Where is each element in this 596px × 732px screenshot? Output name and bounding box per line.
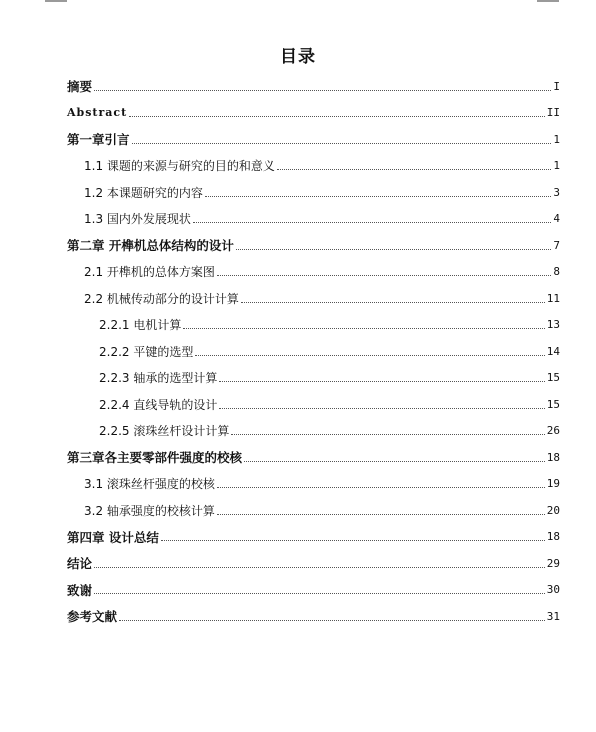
toc-entry-label: 参考文献 — [67, 609, 118, 625]
toc-entry-page: 1 — [553, 132, 560, 146]
header-mark-right — [537, 0, 559, 2]
toc-entry-page: 30 — [546, 583, 560, 597]
toc-entry-label: 1.3 国内外发展现状 — [84, 212, 191, 227]
toc-entry[interactable] — [0, 312, 596, 339]
table-of-contents — [0, 73, 596, 630]
dot-leader — [277, 169, 551, 170]
toc-entry[interactable] — [0, 338, 596, 365]
toc-entry-page: 19 — [546, 477, 560, 491]
toc-entry[interactable] — [0, 577, 596, 604]
toc-title: 目录 — [280, 47, 316, 67]
toc-entry[interactable] — [0, 444, 596, 471]
toc-entry-page: 29 — [546, 556, 560, 570]
dot-leader — [231, 434, 544, 435]
dot-leader — [119, 620, 545, 621]
dot-leader — [219, 408, 544, 409]
toc-entry-page: I — [553, 79, 560, 93]
toc-entry-page: II — [546, 106, 560, 120]
dot-leader — [193, 222, 551, 223]
dot-leader — [129, 116, 545, 117]
toc-entry-label: 2.2.1 电机计算 — [99, 318, 182, 333]
toc-entry-label: 第三章各主要零部件强度的校核 — [67, 450, 243, 466]
toc-entry-label: 结论 — [67, 556, 93, 572]
toc-entry-page: 18 — [546, 450, 560, 464]
toc-entry-page: 8 — [553, 265, 560, 279]
toc-entry[interactable] — [0, 418, 596, 445]
toc-entry-label: 1.1 课题的来源与研究的目的和意义 — [84, 159, 275, 174]
toc-entry-label: 第四章 设计总结 — [67, 529, 159, 545]
toc-entry-page: 31 — [546, 609, 560, 623]
toc-entry[interactable] — [0, 232, 596, 259]
toc-entry-page: 11 — [546, 291, 560, 305]
toc-entry-page: 14 — [546, 344, 560, 358]
toc-entry-label: 2.2.5 滚珠丝杆设计计算 — [99, 424, 230, 439]
toc-entry-page: 1 — [553, 159, 560, 173]
toc-entry-label: 3.1 滚珠丝杆强度的校核 — [84, 477, 215, 492]
toc-entry-label: 1.2 本课题研究的内容 — [84, 185, 203, 200]
toc-entry-page: 4 — [553, 212, 560, 226]
toc-entry-label: 第二章 开榫机总体结构的设计 — [67, 238, 234, 254]
toc-entry-label: 致谢 — [67, 582, 93, 598]
toc-entry[interactable] — [0, 179, 596, 206]
dot-leader — [183, 328, 544, 329]
dot-leader — [94, 90, 551, 91]
toc-entry[interactable] — [0, 497, 596, 524]
dot-leader — [195, 355, 544, 356]
toc-entry-page: 15 — [546, 371, 560, 385]
toc-entry[interactable] — [0, 259, 596, 286]
toc-entry-label: 2.2.3 轴承的选型计算 — [99, 371, 218, 386]
dot-leader — [161, 540, 545, 541]
dot-leader — [217, 514, 545, 515]
dot-leader — [244, 461, 545, 462]
toc-entry-label: 第一章引言 — [67, 132, 130, 148]
toc-entry-label: 2.2 机械传动部分的设计计算 — [84, 291, 239, 306]
dot-leader — [94, 567, 545, 568]
toc-entry-label: 摘要 — [67, 79, 93, 95]
header-mark-left — [45, 0, 67, 2]
dot-leader — [217, 275, 551, 276]
toc-entry[interactable] — [0, 603, 596, 630]
toc-entry-label: 3.2 轴承强度的校核计算 — [84, 503, 215, 518]
toc-entry-page: 15 — [546, 397, 560, 411]
toc-entry-page: 13 — [546, 318, 560, 332]
dot-leader — [241, 302, 545, 303]
toc-entry-label: 2.1 开榫机的总体方案图 — [84, 265, 215, 280]
toc-entry[interactable] — [0, 391, 596, 418]
toc-entry-page: 7 — [553, 238, 560, 252]
toc-entry[interactable] — [0, 126, 596, 153]
dot-leader — [205, 196, 551, 197]
dot-leader — [217, 487, 545, 488]
dot-leader — [236, 249, 552, 250]
toc-entry-page: 18 — [546, 530, 560, 544]
toc-entry[interactable] — [0, 100, 596, 127]
toc-entry[interactable] — [0, 524, 596, 551]
toc-entry[interactable] — [0, 285, 596, 312]
toc-entry[interactable] — [0, 550, 596, 577]
dot-leader — [132, 143, 552, 144]
toc-entry[interactable] — [0, 73, 596, 100]
toc-entry[interactable] — [0, 471, 596, 498]
toc-entry[interactable] — [0, 153, 596, 180]
toc-entry-label: 2.2.4 直线导轨的设计 — [99, 397, 218, 412]
toc-entry-label: 2.2.2 平键的选型 — [99, 344, 194, 359]
toc-entry-page: 3 — [553, 185, 560, 199]
toc-entry-page: 26 — [546, 424, 560, 438]
toc-entry[interactable] — [0, 365, 596, 392]
toc-entry-label: Abstract — [67, 106, 128, 120]
toc-entry-page: 20 — [546, 503, 560, 517]
toc-entry[interactable] — [0, 206, 596, 233]
dot-leader — [94, 593, 545, 594]
dot-leader — [219, 381, 544, 382]
